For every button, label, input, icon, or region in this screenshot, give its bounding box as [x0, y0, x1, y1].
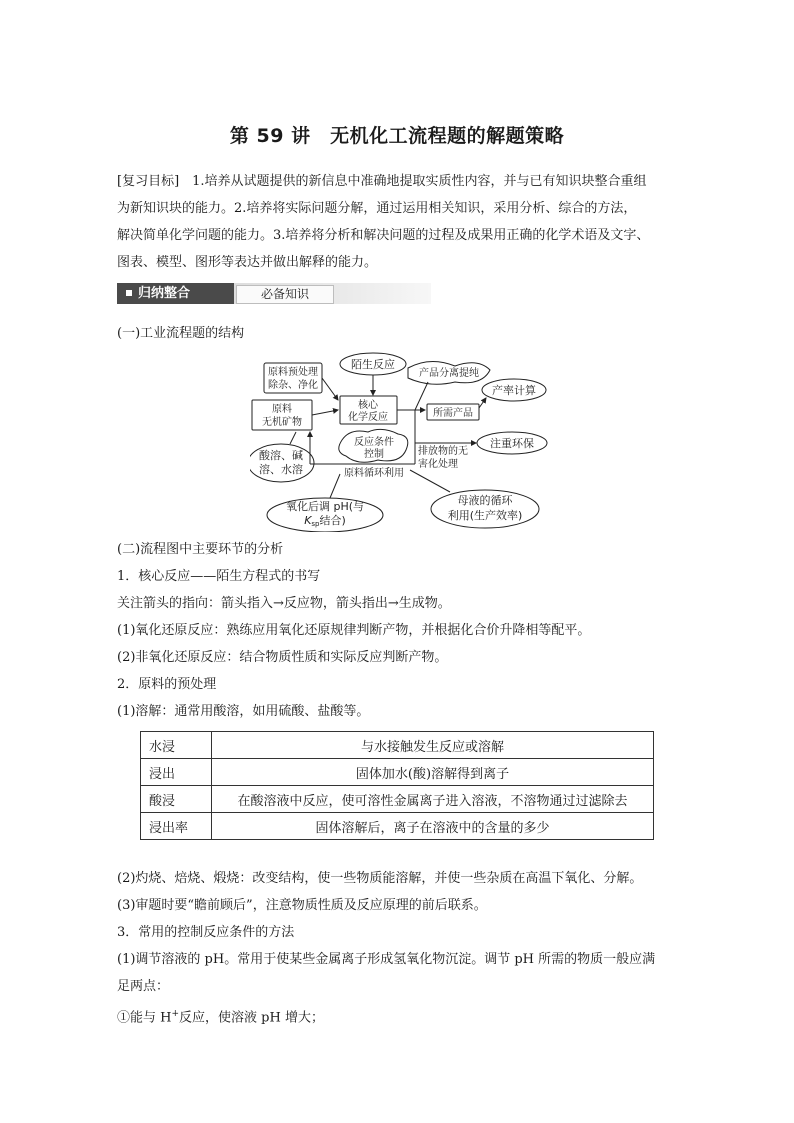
table-desc: 固体溶解后，离子在溶液中的含量的多少 — [212, 813, 654, 840]
product-label: 所需产品 — [433, 408, 473, 419]
table-row — [141, 759, 654, 786]
mother-l1: 母液的循环 — [457, 494, 513, 507]
s1-item-2: (2)非氧化还原反应：结合物质性质和实际反应判断产物。 — [117, 650, 448, 665]
banner-left — [117, 283, 234, 304]
raw-pretreat-l1: 原料预处理 — [268, 367, 318, 378]
dissolve-l2: 溶、水溶 — [259, 463, 303, 476]
table-row — [141, 732, 654, 759]
s1-text: 关注箭头的指向：箭头指入→反应物，箭头指出→生成物。 — [117, 596, 451, 611]
waste-l2: 害化处理 — [418, 459, 458, 470]
core-l2: 化学反应 — [348, 412, 388, 423]
section-banner — [117, 283, 431, 304]
table-row — [141, 786, 654, 813]
s1-title: 1．核心反应——陌生方程式的书写 — [117, 569, 321, 584]
env-label: 注重环保 — [490, 437, 534, 450]
recycle-label: 原料循环利用 — [344, 468, 404, 479]
s3-item-1-line-2: 足两点： — [117, 979, 170, 994]
s3-item-1-point-1 — [117, 1005, 324, 1027]
table-desc: 在酸溶液中反应，使可溶性金属离子进入溶液，不溶物通过过滤除去 — [212, 786, 654, 813]
table-row — [141, 813, 654, 840]
table-term: 水浸 — [141, 732, 212, 759]
table-term: 浸出率 — [141, 813, 212, 840]
section1-heading: (一)工业流程题的结构 — [117, 326, 245, 341]
core-l1: 核心 — [358, 400, 378, 411]
raw-l1: 原料 — [272, 404, 292, 415]
review-line-1: [复习目标] 1.培养从试题提供的新信息中准确地提取实质性内容，并与已有知识块整合重组 — [117, 174, 647, 189]
ph-l2-sp: sp — [311, 520, 320, 528]
ph-l1: 氧化后调 pH(与 — [285, 500, 365, 513]
waste-l1: 排放物的无 — [418, 446, 468, 457]
ph-l2 — [304, 513, 346, 528]
review-line-3: 解决简单化学问题的能力。3.培养将分析和解决问题的过程及成果用正确的化学术语及文字、 — [117, 228, 650, 243]
s3-item-1-line-1: (1)调节溶液的 pH。常用于使某些金属离子形成氢氧化物沉淀。调节 pH 所需的物质一般应满 — [117, 952, 656, 967]
s2-title: 2．原料的预处理 — [117, 677, 217, 692]
dissolve-l1: 酸溶、碱 — [259, 449, 303, 462]
mother-l2: 利用(生产效率) — [447, 509, 523, 522]
s2-item-1: (1)溶解：通常用酸溶，如用硫酸、盐酸等。 — [117, 704, 370, 719]
raw-l2: 无机矿物 — [262, 417, 302, 428]
square-icon — [126, 290, 132, 296]
flow-diagram — [250, 352, 560, 532]
separation-label: 产品分离提纯 — [419, 368, 479, 379]
section2-heading: (二)流程图中主要环节的分析 — [117, 542, 284, 557]
unfamiliar-label: 陌生反应 — [351, 358, 395, 371]
yield-label: 产率计算 — [492, 384, 536, 397]
conditions-l2: 控制 — [364, 449, 384, 460]
point-1-sup: + — [171, 1009, 180, 1019]
page-title: 第 59 讲 无机化工流程题的解题策略 — [229, 125, 565, 147]
banner-right: 必备知识 — [236, 285, 334, 304]
ph-l2-rest: 结合) — [319, 514, 346, 527]
point-1-pre: ①能与 H — [117, 1010, 172, 1026]
table-desc: 与水接触发生反应或溶解 — [212, 732, 654, 759]
leaching-table — [140, 731, 654, 840]
s2-item-3: (3)审题时要“瞻前顾后”，注意物质性质及反应原理的前后联系。 — [117, 898, 487, 913]
table-term: 浸出 — [141, 759, 212, 786]
banner-left-label: 归纳整合 — [138, 286, 191, 301]
point-1-post: 反应，使溶液 pH 增大； — [179, 1010, 324, 1026]
review-objectives — [117, 168, 679, 276]
conditions-l1: 反应条件 — [354, 437, 394, 448]
s2-item-2: (2)灼烧、焙烧、煅烧：改变结构，使一些物质能溶解，并使一些杂质在高温下氧化、分解。 — [117, 871, 643, 886]
table-term: 酸浸 — [141, 786, 212, 813]
s1-item-1: (1)氧化还原反应：熟练应用氧化还原规律判断产物，并根据化合价升降相等配平。 — [117, 623, 591, 638]
raw-pretreat-l2: 除杂、净化 — [268, 380, 318, 391]
review-line-4: 图表、模型、图形等表达并做出解释的能力。 — [117, 255, 378, 270]
ph-l2-k: K — [304, 514, 312, 527]
s3-title: 3．常用的控制反应条件的方法 — [117, 925, 295, 940]
table-desc: 固体加水(酸)溶解得到离子 — [212, 759, 654, 786]
review-line-2: 为新知识块的能力。2.培养将实际问题分解，通过运用相关知识，采用分析、综合的方法， — [117, 201, 637, 216]
